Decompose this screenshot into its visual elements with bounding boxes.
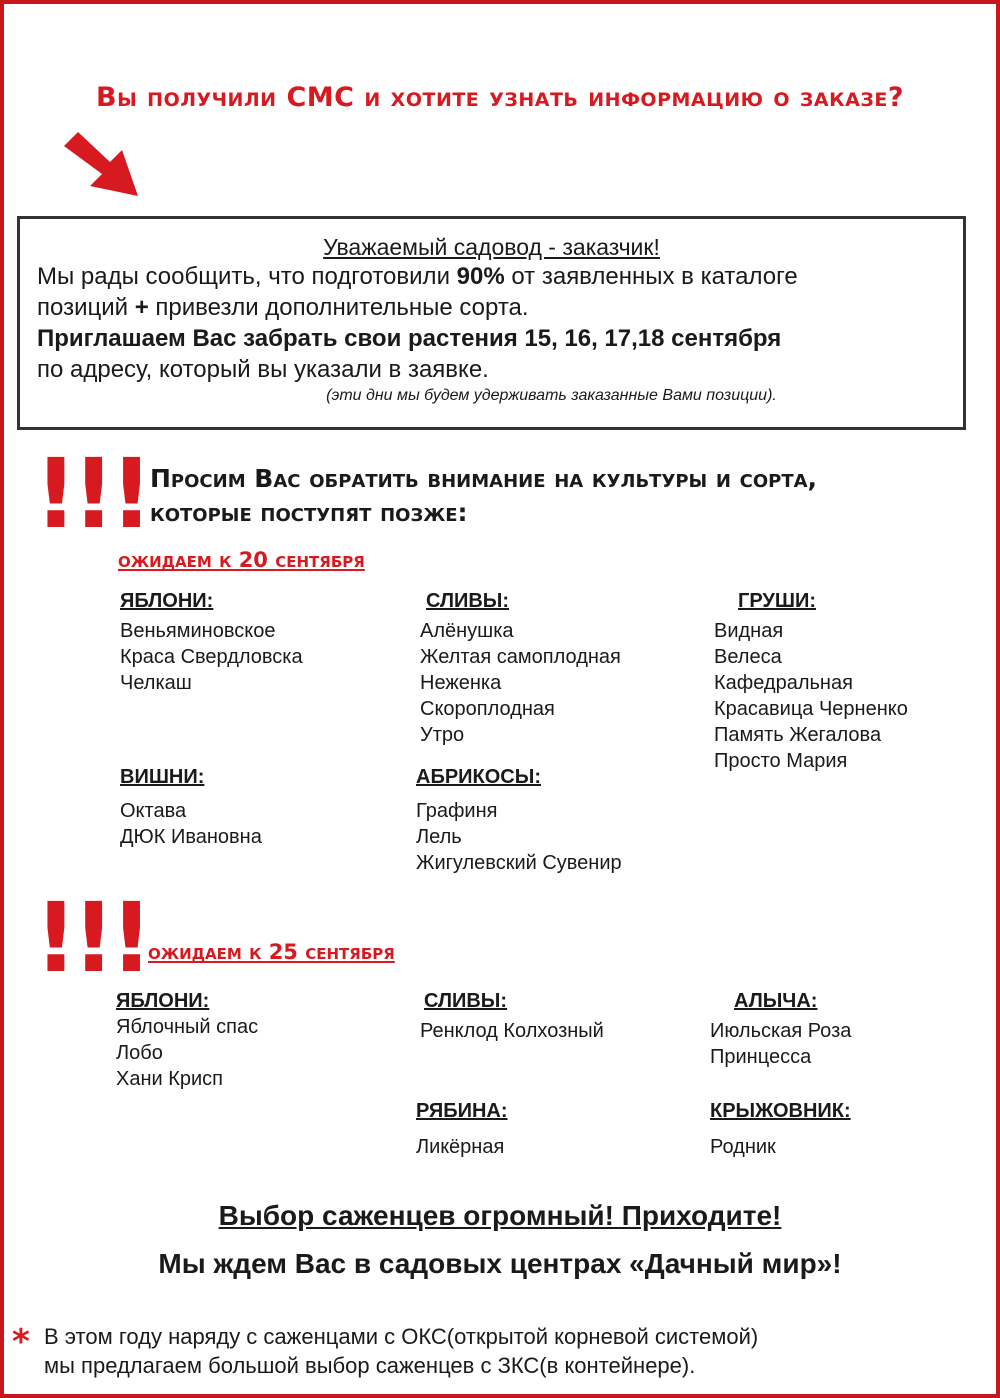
category-title: ЯБЛОНИ: bbox=[120, 590, 214, 612]
notice-address: по адресу, который вы указали в заявке. bbox=[37, 356, 489, 383]
list-item: Просто Мария bbox=[714, 750, 848, 772]
arrow-down-right-icon bbox=[60, 128, 142, 200]
attention-line-2: которые поступят позже: bbox=[150, 498, 468, 527]
list-item: Видная bbox=[714, 620, 784, 642]
list-item: Неженка bbox=[420, 672, 502, 694]
list-item: Лобо bbox=[116, 1042, 163, 1064]
notice-line-2 bbox=[20, 292, 963, 323]
category-gooseberry-2 bbox=[710, 1098, 851, 1160]
notice-invitation: Приглашаем Вас забрать свои растения 15, 16, 17,18 сентября bbox=[37, 325, 782, 352]
category-title: АЛЫЧА: bbox=[734, 990, 818, 1012]
category-cherry-plum-2 bbox=[710, 988, 851, 1070]
category-title: ГРУШИ: bbox=[738, 590, 816, 612]
list-item: Родник bbox=[710, 1136, 776, 1158]
list-item: Яблочный спас bbox=[116, 1016, 259, 1038]
list-item: ДЮК Ивановна bbox=[120, 826, 262, 848]
list-item: Веньяминовское bbox=[120, 620, 276, 642]
exclamation-mark-1: !!! bbox=[34, 438, 148, 550]
notice-text: от заявленных в каталоге bbox=[504, 263, 798, 290]
notice-note: (эти дни мы будем удерживать заказанные Вами позиции). bbox=[326, 387, 777, 404]
category-title: СЛИВЫ: bbox=[426, 590, 510, 612]
list-item: Ренклод Колхозный bbox=[420, 1020, 604, 1042]
category-cherries-1 bbox=[120, 764, 262, 850]
list-item: Память Жегалова bbox=[714, 724, 882, 746]
list-item: Июльская Роза bbox=[710, 1020, 852, 1042]
list-item: Принцесса bbox=[710, 1046, 812, 1068]
category-apples-1 bbox=[120, 588, 303, 696]
notice-text: позиций bbox=[37, 294, 135, 321]
notice-title: Уважаемый садовод - заказчик! bbox=[323, 234, 660, 260]
footnote-line-2: мы предлагаем большой выбор саженцев с ЗКС(в контейнере). bbox=[44, 1353, 696, 1378]
notice-text: привезли дополнительные сорта. bbox=[148, 294, 529, 321]
list-item: Скороплодная bbox=[420, 698, 555, 720]
notice-plus: + bbox=[134, 294, 149, 321]
list-item: Челкаш bbox=[120, 672, 192, 694]
category-rowan-2 bbox=[416, 1098, 508, 1160]
category-title: ЯБЛОНИ: bbox=[116, 990, 210, 1012]
list-item: Алёнушка bbox=[420, 620, 514, 642]
notice-box bbox=[17, 216, 966, 430]
list-item: Кафедральная bbox=[714, 672, 853, 694]
attention-text bbox=[150, 462, 970, 530]
notice-line-1 bbox=[20, 261, 963, 292]
section-2-title: ожидаем к 25 сентября bbox=[148, 940, 395, 964]
list-item: Краса Свердловска bbox=[120, 646, 303, 668]
list-item: Лель bbox=[416, 826, 462, 848]
category-plums-2 bbox=[420, 988, 604, 1044]
category-pears-1 bbox=[714, 588, 908, 774]
list-item: Ликёрная bbox=[416, 1136, 505, 1158]
list-item: Жигулевский Сувенир bbox=[416, 852, 622, 874]
category-apricots-1 bbox=[416, 764, 622, 876]
closing-line-1: Выбор саженцев огромный! Приходите! bbox=[218, 1200, 782, 1231]
list-item: Желтая самоплодная bbox=[420, 646, 621, 668]
category-title: КРЫЖОВНИК: bbox=[710, 1100, 851, 1122]
asterisk-icon: * bbox=[12, 1322, 30, 1362]
category-plums-1 bbox=[420, 588, 621, 748]
list-item: Велеса bbox=[714, 646, 782, 668]
exclamation-mark-2: !!! bbox=[34, 882, 148, 994]
list-item: Утро bbox=[420, 724, 465, 746]
category-apples-2 bbox=[116, 988, 258, 1092]
list-item: Графиня bbox=[416, 800, 498, 822]
category-title: СЛИВЫ: bbox=[424, 990, 508, 1012]
category-title: АБРИКОСЫ: bbox=[416, 766, 541, 788]
footnote-line-1: В этом году наряду с саженцами с ОКС(открытой корневой системой) bbox=[44, 1324, 759, 1349]
attention-line-1: Просим Вас обратить внимание на культуры и сорта, bbox=[150, 464, 818, 493]
section-1-title: ожидаем к 20 сентября bbox=[118, 548, 365, 572]
closing-line-2: Мы ждем Вас в садовых центрах «Дачный мир»! bbox=[158, 1248, 842, 1279]
footnote bbox=[44, 1322, 989, 1380]
list-item: Хани Крисп bbox=[116, 1068, 224, 1090]
notice-text: Мы рады сообщить, что подготовили bbox=[37, 263, 457, 290]
category-title: РЯБИНА: bbox=[416, 1100, 508, 1122]
category-title: ВИШНИ: bbox=[120, 766, 205, 788]
list-item: Красавица Черненко bbox=[714, 698, 908, 720]
list-item: Октава bbox=[120, 800, 187, 822]
headline: Вы получили СМС и хотите узнать информацию о заказе? bbox=[96, 82, 904, 113]
notice-percent: 90% bbox=[456, 263, 505, 290]
